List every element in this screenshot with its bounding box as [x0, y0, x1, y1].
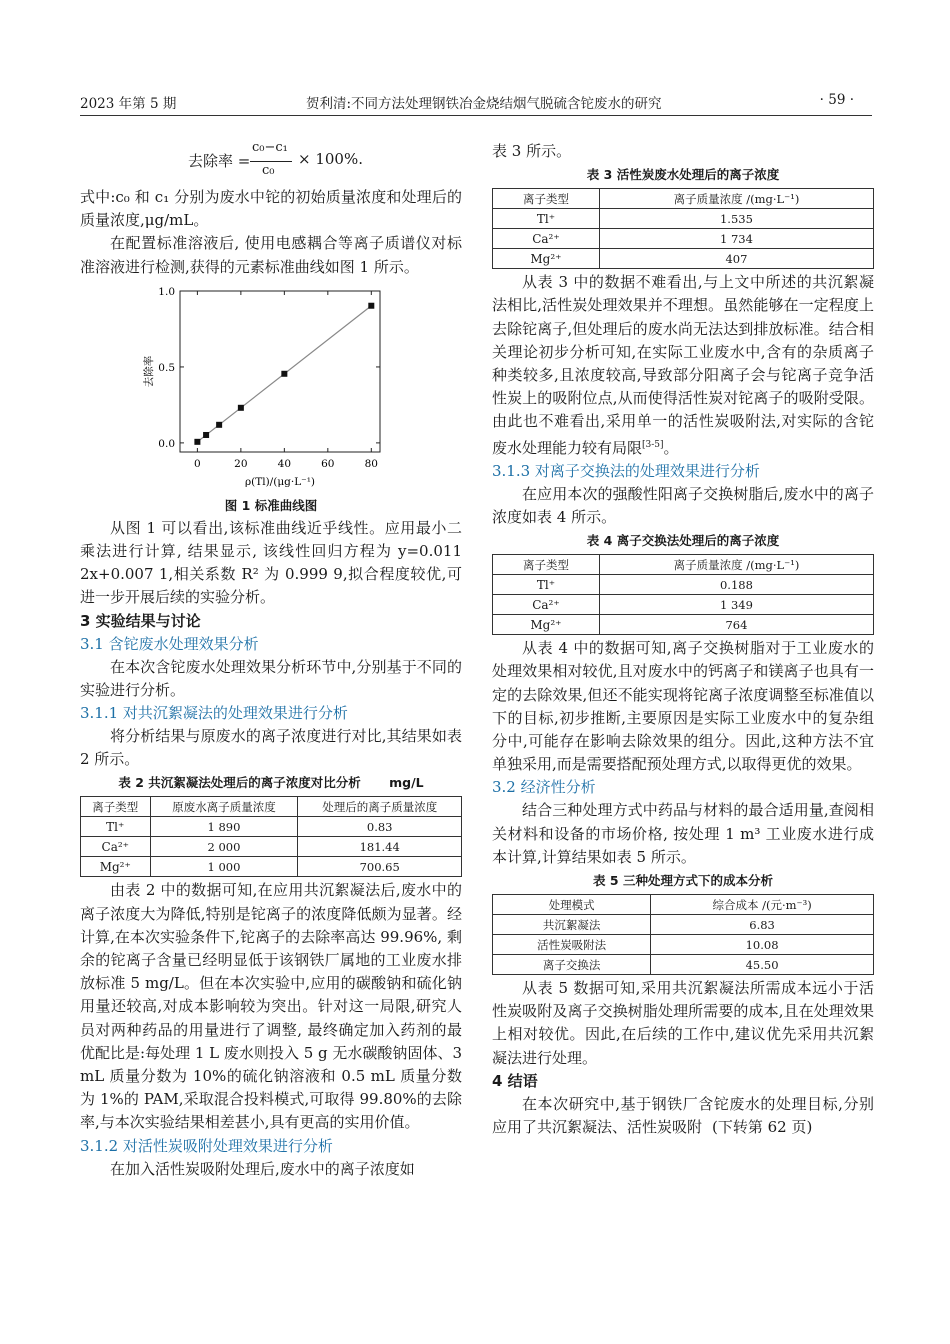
- table-header-cell: 离子类型: [493, 189, 600, 209]
- x-tick-label: 20: [234, 457, 248, 470]
- section-heading: 3 实验结果与讨论: [80, 611, 201, 630]
- paragraph: 在本次含铊废水处理效果分析环节中,分别基于不同的实验进行分析。: [80, 657, 462, 699]
- right-column: [492, 140, 874, 1139]
- table-cell: 2 000: [150, 837, 298, 857]
- table-cell: Tl⁺: [493, 575, 600, 595]
- left-column: [80, 140, 462, 1181]
- table-2-caption: [80, 774, 462, 792]
- table-cell: Tl⁺: [81, 817, 151, 837]
- x-tick-label: 40: [277, 457, 292, 470]
- data-point: [238, 405, 244, 411]
- formula-numerator: c₀−c₁: [252, 140, 288, 155]
- table-2-title: 表 2 共沉絮凝法处理后的离子浓度对比分析: [118, 775, 361, 791]
- table-row: [81, 817, 462, 837]
- table-cell: 活性炭吸附法: [493, 935, 651, 955]
- table-cell: 0.188: [599, 575, 873, 595]
- paragraph-end: 。: [663, 438, 679, 457]
- table-header-cell: 综合成本 /(元·m⁻³): [651, 895, 874, 915]
- y-tick-label: 0.5: [158, 361, 175, 374]
- paragraph: 在应用本次的强酸性阳离子交换树脂后,废水中的离子浓度如表 4 所示。: [492, 484, 874, 527]
- table-row: [493, 209, 874, 229]
- table-cell: 45.50: [651, 955, 874, 975]
- y-tick-label: 1.0: [158, 285, 175, 298]
- article-title: 贺利清:不同方法处理钢铁冶金烧结烟气脱硫含铊废水的研究: [306, 96, 662, 112]
- paragraph: 从表 4 中的数据可知,离子交换树脂对于工业废水的处理效果相对较优,且对废水中的钙离子和镁离子也具有一定的去除效果,但还不能实现将铊离子浓度调整至标准值以下的目标,初步推断,主要原因是实际工业废水中的复杂组分中,可能存在影响去除效果的组分。因此,这种方法不宜单独采用,而是需要搭配预处理方式,以取得更优的效果。: [492, 639, 874, 774]
- table-3: [492, 188, 874, 269]
- table-cell: 407: [599, 249, 873, 269]
- paragraph: 表 3 所示。: [492, 142, 572, 160]
- table-header-cell: 离子类型: [493, 555, 600, 575]
- table-cell: Mg²⁺: [81, 857, 151, 877]
- header-rule: [80, 115, 872, 116]
- formula-suffix: × 100%.: [298, 150, 363, 168]
- paragraph: [492, 1093, 874, 1139]
- table-header-cell: 离子质量浓度 /(mg·L⁻¹): [599, 555, 873, 575]
- table-row: [493, 615, 874, 635]
- citation-ref: [3-5]: [642, 439, 664, 450]
- page-number: · 59 ·: [819, 92, 854, 108]
- x-tick-label: 80: [364, 457, 378, 470]
- table-cell: 1 734: [599, 229, 873, 249]
- journal-issue: 2023 年第 5 期: [80, 96, 177, 112]
- y-tick-label: 0.0: [158, 437, 175, 450]
- table-header-cell: 离子类型: [81, 797, 151, 817]
- data-point: [368, 303, 374, 309]
- table-row: [493, 955, 874, 975]
- paragraph-text: 在本次研究中,基于钢铁厂含铊废水的处理目标,分别应用了共沉絮凝法、活性炭吸附: [492, 1094, 874, 1137]
- x-tick-label: 60: [321, 457, 335, 470]
- x-axis-label: ρ(Tl)/(μg·L⁻¹): [244, 475, 316, 488]
- table-row: [493, 595, 874, 615]
- table-4: [492, 554, 874, 635]
- table-5-caption: 表 5 三种处理方式下的成本分析: [593, 873, 773, 889]
- data-point: [281, 371, 287, 377]
- paragraph: 从表 5 数据可知,采用共沉絮凝法所需成本远小于活性炭吸附及离子交换树脂处理所需要的成本,且在处理效果上相对较优。因此,在后续的工作中,建议优先采用共沉絮凝法进行处理。: [492, 979, 874, 1067]
- paragraph: 由表 2 中的数据可知,在应用共沉絮凝法后,废水中的离子浓度大为降低,特别是铊离子的浓度降低颇为显著。经计算,在本次实验条件下,铊离子的去除率高达 99.96%, 剩余的铊离子含量已经明显低于该钢铁厂属地的工业废水排放标准 5 mg/L。但在本次实验中,应用的碳酸钠和硫化钠用量还较高,对成本影响较为突出。针对这一局限,研究人员对两种药品的用量进行了调整, 最终确定加入药剂的最优配比是:每处理 1 L 废水则投入 5 g 无水碳酸钠固体、3 mL 质量分数为 10%的硫化钠溶液和 0.5 mL 质量分数为 1%的 PAM,采取混合投料模式,可取得 99.80%的去除率,与本次实验结果相差甚小,具有更高的实用价值。: [80, 881, 462, 1132]
- x-tick-label: 0: [194, 457, 201, 470]
- table-header-cell: 离子质量浓度 /(mg·L⁻¹): [599, 189, 873, 209]
- paragraph-text: 从表 3 中的数据不难看出,与上文中所述的共沉絮凝法相比,活性炭处理效果并不理想。虽然能够在一定程度上去除铊离子,但处理后的废水尚无法达到排放标准。结合相关理论初步分析可知,在实际工业废水中,含有的杂质离子种类较多,且浓度较高,导致部分阳离子会与铊离子竞争活性炭上的吸附位点,从而使得活性炭对铊离子的吸附受限。由此也不难看出,采用单一的活性炭吸附法,对实际的含铊废水处理能力较有局限: [492, 273, 874, 457]
- table-cell: 0.83: [298, 817, 462, 837]
- subsubsection-heading: 3.1.1 对共沉絮凝法的处理效果进行分析: [80, 704, 348, 723]
- table-row: [493, 575, 874, 595]
- fraction-bar: [250, 161, 292, 162]
- table-cell: Tl⁺: [493, 209, 600, 229]
- table-row: [493, 935, 874, 955]
- data-point: [194, 439, 200, 445]
- paragraph: 在配置标准溶液后, 使用电感耦合等离子质谱仪对标准溶液进行检测,获得的元素标准曲线如图 1 所示。: [80, 234, 462, 276]
- subsection-heading: 3.2 经济性分析: [492, 778, 596, 797]
- formula-label: 去除率 =: [188, 152, 251, 170]
- table-row: [81, 837, 462, 857]
- table-cell: 10.08: [651, 935, 874, 955]
- table-cell: 181.44: [298, 837, 462, 857]
- table-2-unit: mg/L: [389, 775, 424, 791]
- table-4-caption: 表 4 离子交换法处理后的离子浓度: [586, 533, 780, 549]
- continuation-note: (下转第 62 页): [712, 1118, 813, 1137]
- data-point: [203, 432, 209, 438]
- table-header-cell: 原废水离子质量浓度: [150, 797, 298, 817]
- table-row: [493, 249, 874, 269]
- table-row: [493, 229, 874, 249]
- paragraph: [492, 271, 874, 460]
- formula-denominator: c₀: [262, 163, 275, 178]
- table-header-cell: 处理模式: [493, 895, 651, 915]
- paragraph: 从图 1 可以看出,该标准曲线近乎线性。应用最小二乘法进行计算, 结果显示, 该线性回归方程为 y=0.011 2x+0.007 1,相关系数 R² 为 0.999 9,拟合程度较优,可进一步开展后续的实验分析。: [80, 518, 462, 607]
- plot-frame: [180, 291, 380, 452]
- table-2: [80, 796, 462, 877]
- figure-1-chart: [80, 279, 462, 493]
- table-cell: 离子交换法: [493, 955, 651, 975]
- table-header-row: [493, 895, 874, 915]
- paragraph: 结合三种处理方式中药品与材料的最合适用量,查阅相关材料和设备的市场价格, 按处理 1 m³ 工业废水进行成本计算,计算结果如表 5 所示。: [492, 801, 874, 866]
- paragraph: 在加入活性炭吸附处理后,废水中的离子浓度如: [110, 1159, 415, 1178]
- removal-rate-formula: [80, 140, 462, 186]
- table-5: [492, 894, 874, 975]
- table-3-caption: 表 3 活性炭废水处理后的离子浓度: [586, 167, 780, 183]
- table-header-row: [493, 555, 874, 575]
- table-header-row: [81, 797, 462, 817]
- table-cell: Ca²⁺: [493, 595, 600, 615]
- figure-1-caption: 图 1 标准曲线图: [224, 497, 318, 513]
- table-row: [493, 915, 874, 935]
- table-cell: Ca²⁺: [81, 837, 151, 857]
- data-point: [216, 422, 222, 428]
- subsubsection-heading: 3.1.2 对活性炭吸附处理效果进行分析: [80, 1136, 333, 1155]
- table-cell: 1.535: [599, 209, 873, 229]
- section-heading: 4 结语: [492, 1071, 538, 1090]
- subsubsection-heading: 3.1.3 对离子交换法的处理效果进行分析: [492, 461, 760, 480]
- table-cell: 1 000: [150, 857, 298, 877]
- running-header: [80, 92, 872, 114]
- table-cell: 共沉絮凝法: [493, 915, 651, 935]
- table-cell: Ca²⁺: [493, 229, 600, 249]
- paragraph: 式中:c₀ 和 c₁ 分别为废水中铊的初始质量浓度和处理后的质量浓度,μg/mL。: [80, 188, 462, 230]
- table-cell: 1 349: [599, 595, 873, 615]
- table-row: [81, 857, 462, 877]
- subsection-heading: 3.1 含铊废水处理效果分析: [80, 634, 259, 653]
- table-cell: Mg²⁺: [493, 615, 600, 635]
- table-cell: 700.65: [298, 857, 462, 877]
- y-axis-label: 去除率: [143, 355, 155, 388]
- table-cell: 6.83: [651, 915, 874, 935]
- table-header-cell: 处理后的离子质量浓度: [298, 797, 462, 817]
- table-cell: 1 890: [150, 817, 298, 837]
- paragraph: 将分析结果与原废水的离子浓度进行对比,其结果如表 2 所示。: [80, 727, 462, 769]
- table-cell: 764: [599, 615, 873, 635]
- table-cell: Mg²⁺: [493, 249, 600, 269]
- table-header-row: [493, 189, 874, 209]
